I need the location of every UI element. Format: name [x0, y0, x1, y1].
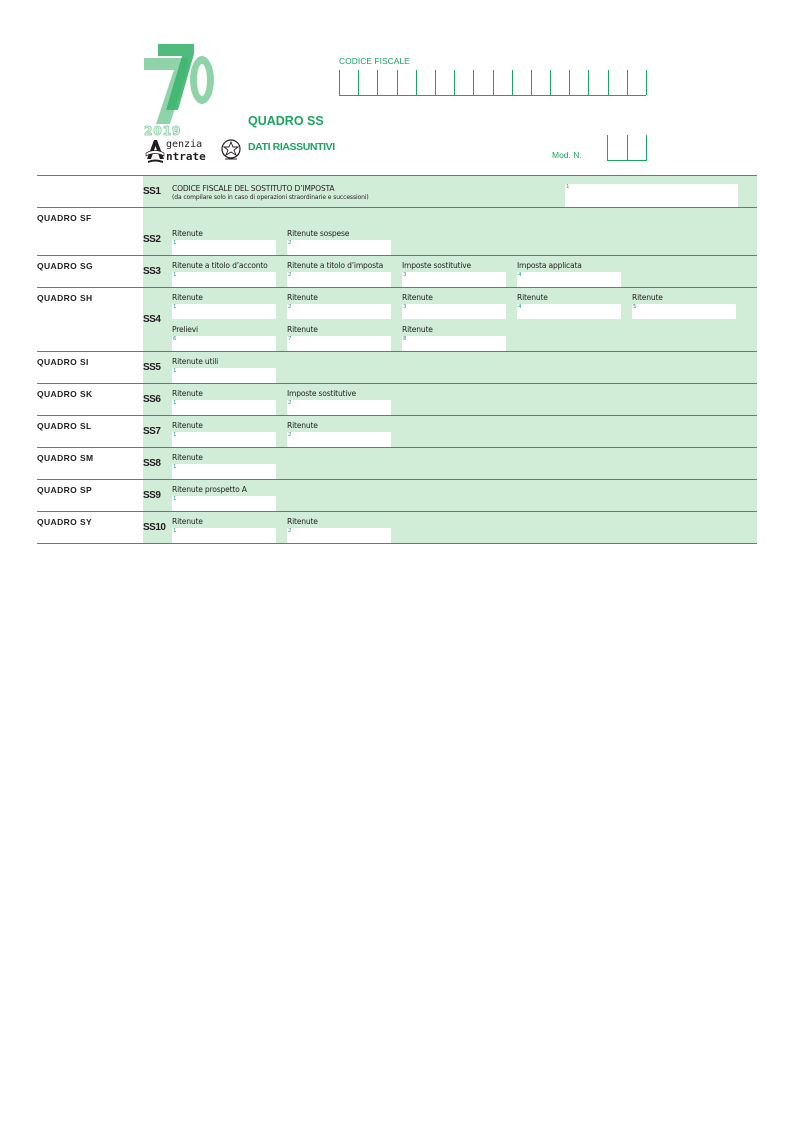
field-input[interactable] — [287, 528, 391, 543]
field-number: 2 — [288, 272, 292, 278]
field-input[interactable] — [172, 336, 276, 351]
field-label: Ritenute — [402, 325, 433, 334]
field[interactable] — [632, 293, 736, 319]
field-label: Ritenute a titolo d’imposta — [287, 261, 384, 270]
row-quadro-sk — [37, 384, 757, 416]
field-number: 1 — [173, 272, 177, 278]
field[interactable] — [287, 293, 391, 319]
codice-fiscale-cell[interactable] — [532, 70, 551, 95]
ss1-input[interactable] — [565, 184, 738, 207]
field-label: Ritenute — [172, 293, 203, 302]
codice-fiscale-cell[interactable] — [378, 70, 397, 95]
row-quadro-sf — [37, 208, 757, 256]
field-input[interactable] — [287, 432, 391, 447]
field[interactable] — [402, 293, 506, 319]
field-label: Ritenute — [287, 293, 318, 302]
row-code: SS8 — [143, 458, 161, 469]
field[interactable] — [172, 261, 276, 287]
codice-fiscale-cell[interactable] — [609, 70, 628, 95]
field-number: 1 — [566, 184, 570, 190]
quadro-subtitle: DATI RIASSUNTIVI — [248, 141, 335, 153]
field-input[interactable] — [287, 304, 391, 319]
row-quadro-sp — [37, 480, 757, 512]
quadro-label: QUADRO SG — [37, 261, 94, 271]
field[interactable] — [172, 357, 276, 383]
row-code: SS1 — [143, 186, 161, 197]
field[interactable] — [172, 293, 276, 319]
field-number: 5 — [633, 304, 637, 310]
modello-770-logo — [144, 44, 218, 124]
codice-fiscale-cell[interactable] — [417, 70, 436, 95]
field-label: Imposte sostitutive — [287, 389, 357, 398]
mod-number-cell[interactable] — [608, 135, 628, 160]
agenzia-a-icon — [144, 137, 166, 165]
field-number: 6 — [173, 336, 177, 342]
quadro-label: QUADRO SI — [37, 357, 89, 367]
codice-fiscale-cell[interactable] — [436, 70, 455, 95]
field-number: 1 — [173, 368, 177, 374]
row-code: SS4 — [143, 314, 161, 325]
field-input[interactable] — [517, 304, 621, 319]
field-input[interactable] — [287, 400, 391, 415]
quadro-label: QUADRO SM — [37, 453, 94, 463]
field[interactable] — [172, 389, 276, 415]
field[interactable] — [287, 517, 391, 543]
row-code: SS3 — [143, 266, 161, 277]
field-label: Ritenute — [172, 421, 203, 430]
field-label: Ritenute utili — [172, 357, 219, 366]
row-quadro-sm — [37, 448, 757, 480]
field-number: 1 — [173, 464, 177, 470]
ss1-note: (da compilare solo in caso di operazioni straordinarie e successioni) — [172, 194, 369, 201]
quadro-title: QUADRO SS — [248, 114, 324, 128]
agenzia-line2: ntrate — [166, 150, 206, 163]
field-label: Ritenute — [287, 517, 318, 526]
field-label: Imposta applicata — [517, 261, 582, 270]
quadro-label: QUADRO SH — [37, 293, 93, 303]
field-number: 2 — [288, 528, 292, 534]
field-input[interactable] — [172, 400, 276, 415]
logo-year: 2019 — [144, 124, 182, 138]
row-quadro-sy — [37, 512, 757, 544]
field-label: Ritenute — [517, 293, 548, 302]
field-input[interactable] — [172, 464, 276, 479]
codice-fiscale-cell[interactable] — [628, 70, 647, 95]
field[interactable] — [287, 389, 391, 415]
quadro-label: QUADRO SP — [37, 485, 93, 495]
codice-fiscale-cell[interactable] — [589, 70, 608, 95]
row-code: SS5 — [143, 362, 161, 373]
field-input[interactable] — [172, 272, 276, 287]
field-label: Ritenute prospetto A — [172, 485, 247, 494]
codice-fiscale-field[interactable] — [339, 70, 646, 96]
field-input[interactable] — [632, 304, 736, 319]
field-label: Ritenute — [172, 453, 203, 462]
field[interactable] — [172, 325, 276, 351]
row-code: SS10 — [143, 522, 166, 533]
codice-fiscale-cell[interactable] — [474, 70, 493, 95]
field[interactable] — [287, 421, 391, 447]
field-label: Ritenute — [287, 421, 318, 430]
quadro-label: QUADRO SL — [37, 421, 92, 431]
field[interactable] — [287, 261, 391, 287]
row-quadro-si — [37, 352, 757, 384]
field-label: Ritenute — [172, 389, 203, 398]
field[interactable] — [172, 421, 276, 447]
codice-fiscale-cell[interactable] — [551, 70, 570, 95]
field-label: Imposte sostitutive — [402, 261, 472, 270]
field[interactable] — [517, 261, 621, 287]
field-input[interactable] — [287, 240, 391, 255]
codice-fiscale-cell[interactable] — [359, 70, 378, 95]
field-label: Prelievi — [172, 325, 198, 334]
field[interactable] — [172, 229, 276, 255]
field-input[interactable] — [287, 336, 391, 351]
codice-fiscale-label: CODICE FISCALE — [339, 56, 410, 66]
field-label: Ritenute — [402, 293, 433, 302]
field-input[interactable] — [172, 432, 276, 447]
field-number: 4 — [518, 304, 522, 310]
codice-fiscale-cell[interactable] — [455, 70, 474, 95]
row-quadro-sl — [37, 416, 757, 448]
mod-number-field[interactable] — [607, 135, 647, 161]
field[interactable] — [287, 325, 391, 351]
ss1-title: CODICE FISCALE DEL SOSTITUTO D’IMPOSTA — [172, 184, 335, 193]
field-number: 2 — [288, 400, 292, 406]
mod-number-label: Mod. N. — [552, 150, 582, 160]
field[interactable] — [172, 453, 276, 479]
field-number: 4 — [518, 272, 522, 278]
field-label: Ritenute — [287, 325, 318, 334]
quadro-label: QUADRO SY — [37, 517, 93, 527]
field-number: 3 — [403, 304, 407, 310]
field-input[interactable] — [402, 304, 506, 319]
field-number: 1 — [173, 496, 177, 502]
field-number: 1 — [173, 304, 177, 310]
field-label: Ritenute — [632, 293, 663, 302]
field-label: Ritenute — [172, 517, 203, 526]
row-code: SS9 — [143, 490, 161, 501]
mod-number-cell[interactable] — [628, 135, 647, 160]
field-input[interactable] — [172, 528, 276, 543]
row-ss1 — [37, 175, 757, 208]
field-input[interactable] — [172, 368, 276, 383]
row-code: SS6 — [143, 394, 161, 405]
field-number: 3 — [403, 272, 407, 278]
field[interactable] — [402, 325, 506, 351]
field-input[interactable] — [402, 336, 506, 351]
codice-fiscale-cell[interactable] — [513, 70, 532, 95]
field-number: 2 — [288, 432, 292, 438]
agenzia-line1: genzia — [166, 139, 203, 150]
field-number: 1 — [173, 240, 177, 246]
field-number: 1 — [173, 432, 177, 438]
field-number: 2 — [288, 240, 292, 246]
field-input[interactable] — [172, 240, 276, 255]
field-number: 1 — [173, 528, 177, 534]
field-number: 8 — [403, 336, 407, 342]
quadro-ss-form — [37, 175, 757, 544]
field-input[interactable] — [287, 272, 391, 287]
quadro-label: QUADRO SK — [37, 389, 93, 399]
codice-fiscale-cell[interactable] — [494, 70, 513, 95]
field[interactable] — [287, 229, 391, 255]
field-number: 2 — [288, 304, 292, 310]
field[interactable] — [402, 261, 506, 287]
field-number: 1 — [173, 400, 177, 406]
row-quadro-sh — [37, 288, 757, 352]
repubblica-emblem-icon — [220, 138, 242, 162]
field[interactable] — [172, 485, 276, 511]
row-code: SS2 — [143, 234, 161, 245]
codice-fiscale-cell[interactable] — [398, 70, 417, 95]
row-quadro-sg — [37, 256, 757, 288]
field-input[interactable] — [172, 304, 276, 319]
quadro-label: QUADRO SF — [37, 213, 92, 223]
field-label: Ritenute — [172, 229, 203, 238]
field[interactable] — [172, 517, 276, 543]
field-input[interactable] — [517, 272, 621, 287]
field-label: Ritenute a titolo d’acconto — [172, 261, 268, 270]
row-code: SS7 — [143, 426, 161, 437]
field-input[interactable] — [402, 272, 506, 287]
codice-fiscale-cell[interactable] — [570, 70, 589, 95]
field[interactable] — [517, 293, 621, 319]
field-label: Ritenute sospese — [287, 229, 350, 238]
field-input[interactable] — [172, 496, 276, 511]
field-number: 7 — [288, 336, 292, 342]
codice-fiscale-cell[interactable] — [340, 70, 359, 95]
